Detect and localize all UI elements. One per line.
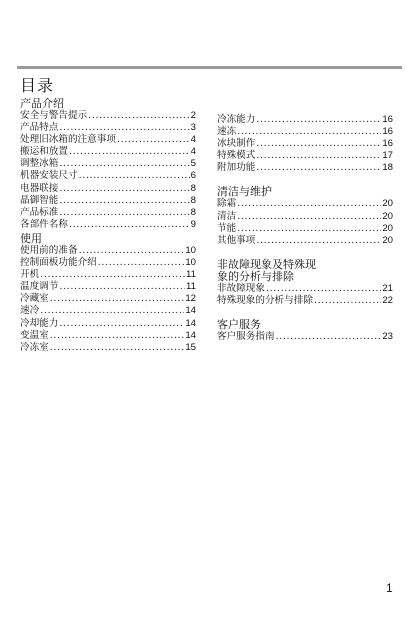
entry-label: 附加功能: [217, 162, 256, 174]
entry-label: 处理旧冰箱的注意事项: [20, 134, 116, 146]
toc-entry[interactable]: [20, 110, 196, 122]
toc-section-cleaning: [217, 186, 393, 246]
toc-entry[interactable]: [20, 207, 196, 219]
entry-label: 非故障现象: [217, 282, 265, 294]
entry-label: 机器安装尺寸: [20, 170, 78, 182]
section-heading: [217, 259, 393, 283]
entry-label: 速冷: [20, 305, 40, 317]
entry-label: 温度调节: [20, 281, 59, 293]
toc-entry[interactable]: [20, 281, 196, 293]
entry-page: 9: [190, 218, 196, 230]
entry-page: 14: [185, 329, 196, 341]
entry-page: 8: [190, 182, 196, 194]
toc-entry[interactable]: [217, 331, 393, 343]
toc-entry[interactable]: [20, 342, 196, 354]
dot-leader: [256, 162, 381, 174]
toc-entry[interactable]: [20, 245, 196, 257]
entry-page: 4: [190, 146, 196, 158]
toc-entry[interactable]: [20, 183, 196, 195]
dot-leader: [59, 207, 189, 219]
entry-label: 特殊现象的分析与排除: [217, 294, 313, 306]
toc-entry[interactable]: [217, 283, 393, 295]
dot-leader: [266, 283, 381, 295]
entry-page: 8: [190, 206, 196, 218]
entry-page: 5: [190, 158, 196, 170]
entry-label: 电器联接: [20, 182, 59, 194]
toc-entry[interactable]: [217, 114, 393, 126]
dot-leader: [314, 295, 381, 307]
entry-label: 变温室: [20, 329, 49, 341]
toc-entry[interactable]: [217, 295, 393, 307]
toc-entry[interactable]: [20, 195, 196, 207]
entry-page: 12: [185, 293, 196, 305]
entry-page: 20: [382, 222, 393, 234]
entry-page: 16: [382, 126, 393, 138]
dot-leader: [79, 170, 190, 182]
entry-label: 冰块制作: [217, 138, 256, 150]
entry-page: 22: [382, 294, 393, 306]
toc-entry[interactable]: [20, 269, 196, 281]
page-number: 1: [386, 581, 393, 595]
entry-label: 开机: [20, 269, 40, 281]
dot-leader: [50, 330, 185, 342]
entry-label: 冷藏室: [20, 293, 49, 305]
dot-leader: [237, 126, 381, 138]
toc-right-column: [217, 114, 393, 355]
entry-label: 除霜: [217, 198, 237, 210]
entry-page: 17: [382, 150, 393, 162]
toc-entry[interactable]: [20, 134, 196, 146]
entry-page: 23: [382, 331, 393, 343]
entry-page: 3: [190, 122, 196, 134]
dot-leader: [117, 134, 190, 146]
entry-label: 特殊模式: [217, 150, 256, 162]
toc-entry[interactable]: [20, 330, 196, 342]
entry-page: 4: [190, 134, 196, 146]
entry-label: 冷却能力: [20, 317, 59, 329]
top-rule: [17, 66, 402, 69]
section-heading-line: 象的分析与排除: [217, 269, 294, 283]
section-heading-line: 非故障现象及特殊现: [217, 257, 316, 271]
entry-label: 控制面板功能介绍: [20, 257, 97, 269]
entry-page: 21: [382, 282, 393, 294]
entry-label: 冷冻能力: [217, 114, 256, 125]
toc-entry[interactable]: [217, 211, 393, 223]
toc-entry[interactable]: [20, 170, 196, 182]
dot-leader: [59, 281, 185, 293]
toc-entry[interactable]: [217, 235, 393, 247]
dot-leader: [50, 342, 185, 354]
entry-label: 客户服务指南: [217, 331, 275, 343]
toc-section-troubleshooting: [217, 259, 393, 307]
dot-leader: [40, 305, 184, 317]
entry-label: 节能: [217, 222, 237, 234]
dot-leader: [69, 219, 190, 231]
toc-entry[interactable]: [217, 126, 393, 138]
section-heading: 产品介绍: [20, 97, 64, 110]
dot-leader: [59, 158, 189, 170]
entry-page: 20: [382, 234, 393, 246]
entry-label: 各部件名称: [20, 218, 68, 230]
entry-page: 14: [185, 305, 196, 317]
entry-label: 搬运和放置: [20, 146, 68, 158]
entry-label: 速冻: [217, 126, 237, 138]
toc-section-usage: [20, 233, 196, 354]
entry-page: 11: [186, 269, 196, 281]
entry-page: 2: [190, 110, 196, 121]
entry-page: 10: [185, 257, 196, 269]
dot-leader: [59, 318, 184, 330]
entry-page: 20: [382, 210, 393, 222]
entry-page: 16: [382, 138, 393, 150]
dot-leader: [256, 150, 381, 162]
entry-page: 14: [185, 317, 196, 329]
toc-entry[interactable]: [217, 138, 393, 150]
dot-leader: [237, 223, 381, 235]
toc-entry[interactable]: [20, 305, 196, 317]
toc-section-product-intro: [20, 98, 196, 231]
dot-leader: [276, 331, 382, 343]
section-heading: 清洁与维护: [217, 185, 272, 199]
toc-entry[interactable]: [20, 146, 196, 158]
toc-entry[interactable]: [20, 219, 196, 231]
toc-section-usage-continued: [217, 114, 393, 174]
entry-page: 20: [382, 198, 393, 210]
dot-leader: [40, 269, 185, 281]
dot-leader: [256, 114, 381, 126]
toc-entry[interactable]: [20, 318, 196, 330]
toc-entry[interactable]: [217, 198, 393, 210]
dot-leader: [256, 138, 381, 150]
entry-label: 安全与警告提示: [20, 110, 88, 121]
entry-page: 11: [186, 281, 196, 293]
dot-leader: [59, 195, 189, 207]
toc-entry[interactable]: [217, 223, 393, 235]
toc-entry[interactable]: [20, 158, 196, 170]
entry-page: 18: [382, 162, 393, 174]
dot-leader: [237, 198, 381, 210]
entry-label: 冷冻室: [20, 341, 49, 353]
page-title: 目录: [20, 76, 55, 95]
entry-page: 6: [190, 170, 196, 182]
dot-leader: [237, 211, 381, 223]
dot-leader: [50, 293, 185, 305]
entry-label: 晶御智能: [20, 194, 59, 206]
entry-label: 使用前的准备: [20, 244, 78, 256]
dot-leader: [88, 110, 190, 122]
toc-section-customer-service: [217, 319, 393, 343]
toc-entry[interactable]: [217, 150, 393, 162]
section-heading: 使用: [20, 231, 42, 245]
entry-label: 产品特点: [20, 122, 59, 134]
entry-label: 产品标准: [20, 206, 59, 218]
dot-leader: [79, 245, 185, 257]
entry-label: 清洁: [217, 210, 237, 222]
toc-entry[interactable]: [20, 257, 196, 269]
toc-entry[interactable]: [20, 293, 196, 305]
toc-entry[interactable]: [20, 122, 196, 134]
dot-leader: [69, 146, 190, 158]
section-heading: 客户服务: [217, 318, 261, 332]
dot-leader: [98, 257, 185, 269]
entry-page: 16: [382, 114, 393, 125]
toc-entry[interactable]: [217, 162, 393, 174]
entry-page: 15: [185, 341, 196, 353]
entry-label: 其他事项: [217, 234, 256, 246]
entry-page: 8: [190, 194, 196, 206]
entry-label: 调整冰箱: [20, 158, 59, 170]
dot-leader: [59, 183, 189, 195]
entry-page: 10: [185, 244, 196, 256]
dot-leader: [256, 235, 381, 247]
toc-left-column: [20, 98, 196, 356]
dot-leader: [59, 122, 189, 134]
